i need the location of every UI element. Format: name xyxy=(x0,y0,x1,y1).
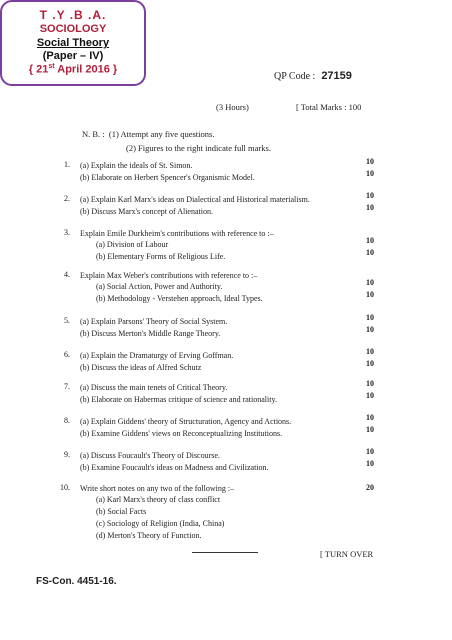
question-stem: Explain Max Weber's contributions with reference to :– xyxy=(80,271,258,280)
part-marks: 10 xyxy=(366,425,374,434)
question-number: 9. xyxy=(64,450,70,459)
question-number: 2. xyxy=(64,194,70,203)
part-marks: 10 xyxy=(366,236,374,245)
question-part: (a) Discuss Foucault's Theory of Discourse. xyxy=(80,451,220,460)
question-part: (b) Discuss Marx's concept of Alienation. xyxy=(80,207,213,216)
part-marks: 10 xyxy=(366,391,374,400)
question-part: (b) Discuss Merton's Middle Range Theory. xyxy=(80,329,221,338)
total-marks: [ Total Marks : 100 xyxy=(296,102,362,112)
subject-label: SOCIOLOGY xyxy=(39,23,107,35)
question-number: 8. xyxy=(64,416,70,425)
turn-over: [ TURN OVER xyxy=(320,549,374,559)
question-part: (b) Examine Giddens' views on Reconceptualizing Institutions. xyxy=(80,429,283,438)
note-1: (1) Attempt any five questions. xyxy=(108,129,215,139)
part-marks: 10 xyxy=(366,347,374,356)
paper-title-stamp xyxy=(0,0,146,86)
duration: (3 Hours) xyxy=(216,102,249,112)
question-part: (b) Discuss the ideas of Alfred Schutz xyxy=(80,363,202,372)
question-part: (c) Sociology of Religion (India, China) xyxy=(96,519,225,528)
question-part: (b) Methodology - Verstehen approach, Ideal Types. xyxy=(96,294,263,303)
part-marks: 10 xyxy=(366,313,374,322)
part-marks: 10 xyxy=(366,157,374,166)
question-part: (b) Social Facts xyxy=(96,507,147,516)
question-part: (a) Explain Karl Marx's ideas on Dialectical and Historical materialism. xyxy=(80,195,310,204)
question-number: 3. xyxy=(64,228,70,237)
paper-number: (Paper – IV) xyxy=(42,50,104,62)
question-part: (a) Explain Parsons' Theory of Social System. xyxy=(80,317,228,326)
question-number: 7. xyxy=(64,382,70,391)
question-number: 6. xyxy=(64,350,70,359)
part-marks: 10 xyxy=(366,325,374,334)
question-part: (a) Karl Marx's theory of class conflict xyxy=(96,495,221,504)
part-marks: 10 xyxy=(366,203,374,212)
part-marks: 10 xyxy=(366,359,374,368)
question-number: 5. xyxy=(64,316,70,325)
class-label: T .Y .B .A. xyxy=(39,8,107,22)
part-marks: 10 xyxy=(366,169,374,178)
part-marks: 10 xyxy=(366,459,374,468)
question-part: (d) Merton's Theory of Function. xyxy=(96,531,202,540)
exam-date: { 21st April 2016 } xyxy=(28,63,118,76)
question-part: (a) Discuss the main tenets of Critical Theory. xyxy=(80,383,228,392)
part-marks: 10 xyxy=(366,248,374,257)
question-number: 10. xyxy=(60,483,70,492)
note-2: (2) Figures to the right indicate full marks. xyxy=(126,143,271,153)
question-part: (a) Explain Giddens' theory of Structuration, Agency and Actions. xyxy=(80,417,292,426)
question-part: (a) Explain the Dramaturgy of Erving Goffman. xyxy=(80,351,234,360)
part-marks: 10 xyxy=(366,413,374,422)
question-part: (a) Explain the ideals of St. Simon. xyxy=(80,161,193,170)
part-marks: 10 xyxy=(366,379,374,388)
question-part: (b) Elementary Forms of Religious Life. xyxy=(96,252,226,261)
part-marks: 10 xyxy=(366,191,374,200)
nb-label: N. B. : (1) Attempt any five questions. xyxy=(82,129,215,139)
paper-name: Social Theory xyxy=(36,37,110,49)
part-marks: 10 xyxy=(366,447,374,456)
part-marks: 10 xyxy=(366,278,374,287)
end-divider xyxy=(192,552,258,553)
question-stem: Explain Emile Durkheim's contributions with reference to :– xyxy=(80,229,274,238)
question-part: (b) Elaborate on Habermas critique of science and rationality. xyxy=(80,395,277,404)
part-marks: 10 xyxy=(366,290,374,299)
question-part: (b) Examine Foucault's ideas on Madness and Civilization. xyxy=(80,463,269,472)
question-part: (a) Social Action, Power and Authority. xyxy=(96,282,223,291)
qp-code: QP Code : 27159 xyxy=(274,70,352,82)
question-number: 1. xyxy=(64,160,70,169)
question-number: 4. xyxy=(64,270,70,279)
question-stem: Write short notes on any two of the following :– xyxy=(80,484,235,493)
question-marks: 20 xyxy=(366,483,374,492)
question-part: (a) Division of Labour xyxy=(96,240,169,249)
question-part: (b) Elaborate on Herbert Spencer's Organismic Model. xyxy=(80,173,255,182)
footer-code: FS-Con. 4451-16. xyxy=(36,576,117,587)
